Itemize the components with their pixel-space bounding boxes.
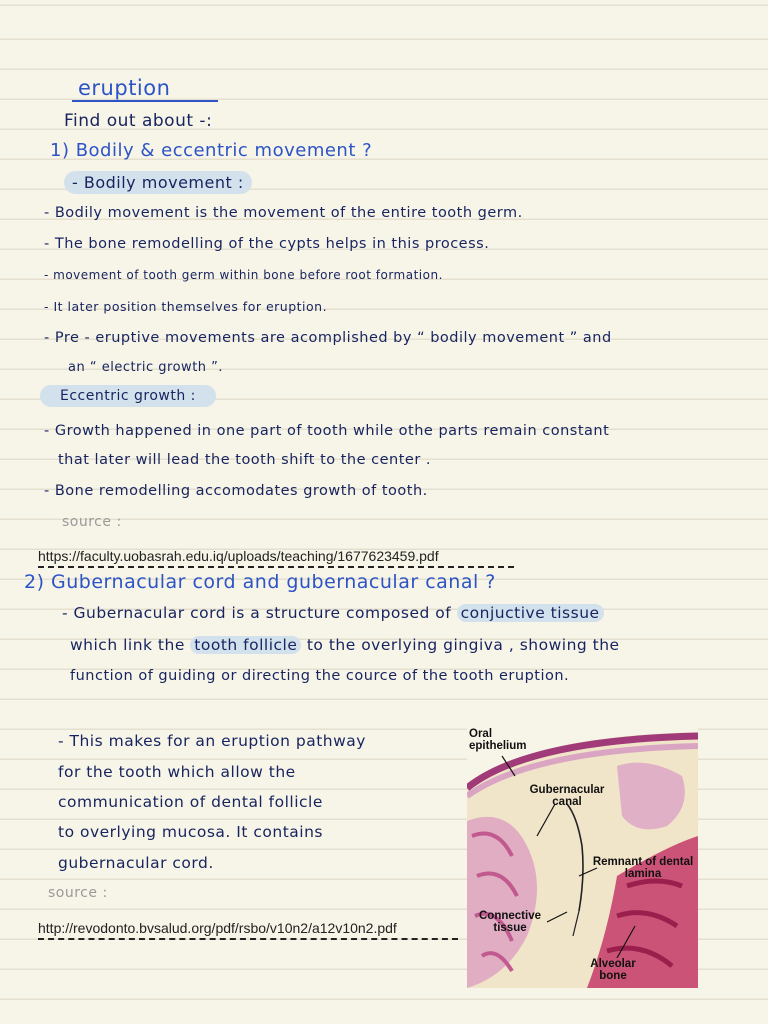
gubernacular-line-1-text: - Gubernacular cord is a structure composed of <box>62 604 452 622</box>
bodily-heading <box>64 173 252 192</box>
label-oral-epithelium: Oral epithelium <box>469 728 527 752</box>
bodily-point-6: an “ electric growth ”. <box>68 360 224 375</box>
label-gubernacular-canal: Gubernacular canal <box>529 784 605 808</box>
gubernacular-line-3: function of guiding or directing the cource of the tooth eruption. <box>70 668 570 684</box>
eccentric-point-2: that later will lead the tooth shift to the center . <box>58 452 432 468</box>
highlight-tooth-follicle: tooth follicle <box>190 636 301 654</box>
bodily-point-4: - It later position themselves for eruption. <box>44 299 328 314</box>
highlight-conjuctive-tissue: conjuctive tissue <box>457 604 604 622</box>
source-label-1: source : <box>62 514 122 530</box>
bodily-heading-highlight: - Bodily movement : <box>64 171 252 194</box>
question-2: 2) Gubernacular cord and gubernacular canal ? <box>24 571 496 593</box>
question-1: 1) Bodily & eccentric movement ? <box>50 140 373 161</box>
bodily-point-2: - The bone remodelling of the cypts helps in this process. <box>44 236 490 252</box>
eccentric-heading <box>40 388 216 404</box>
pathway-line-3: communication of dental follicle <box>58 793 323 811</box>
histology-figure <box>467 726 698 988</box>
pathway-line-5: gubernacular cord. <box>58 854 214 872</box>
label-remnant-dental-lamina: Remnant of dental lamina <box>592 856 694 880</box>
pathway-line-1: - This makes for an eruption pathway <box>58 732 366 750</box>
bodily-point-3: - movement of tooth germ within bone before root formation. <box>44 268 443 282</box>
source-link-1-underline <box>38 566 514 568</box>
label-alveolar-bone: Alveolar bone <box>590 958 636 982</box>
source-link-2[interactable]: http://revodonto.bvsalud.org/pdf/rsbo/v10n2/a12v10n2.pdf <box>38 920 397 936</box>
bodily-point-5: - Pre - eruptive movements are acomplished by “ bodily movement ” and <box>44 330 612 346</box>
title-text: eruption <box>78 76 171 100</box>
gubernacular-line-2-text-b: to the overlying gingiva , showing the <box>306 636 620 654</box>
intro-text: Find out about -: <box>64 111 213 131</box>
pathway-line-4: to overlying mucosa. It contains <box>58 823 323 841</box>
page-title <box>78 76 170 100</box>
gubernacular-line-2-text-a: which link the <box>70 636 185 654</box>
gubernacular-line-1 <box>62 604 604 622</box>
title-underline <box>72 100 218 102</box>
source-link-2-underline <box>38 938 458 940</box>
label-connective-tissue: Connective tissue <box>479 910 541 934</box>
eccentric-heading-highlight: Eccentric growth : <box>40 385 216 407</box>
source-link-1[interactable]: https://faculty.uobasrah.edu.iq/uploads/teaching/1677623459.pdf <box>38 548 439 564</box>
gubernacular-line-2 <box>70 636 620 654</box>
pathway-line-2: for the tooth which allow the <box>58 763 296 781</box>
eccentric-point-3: - Bone remodelling accomodates growth of tooth. <box>44 483 428 499</box>
eccentric-point-1: - Growth happened in one part of tooth while othe parts remain constant <box>44 423 610 439</box>
bodily-point-1: - Bodily movement is the movement of the entire tooth germ. <box>44 205 523 221</box>
source-label-2: source : <box>48 885 108 901</box>
